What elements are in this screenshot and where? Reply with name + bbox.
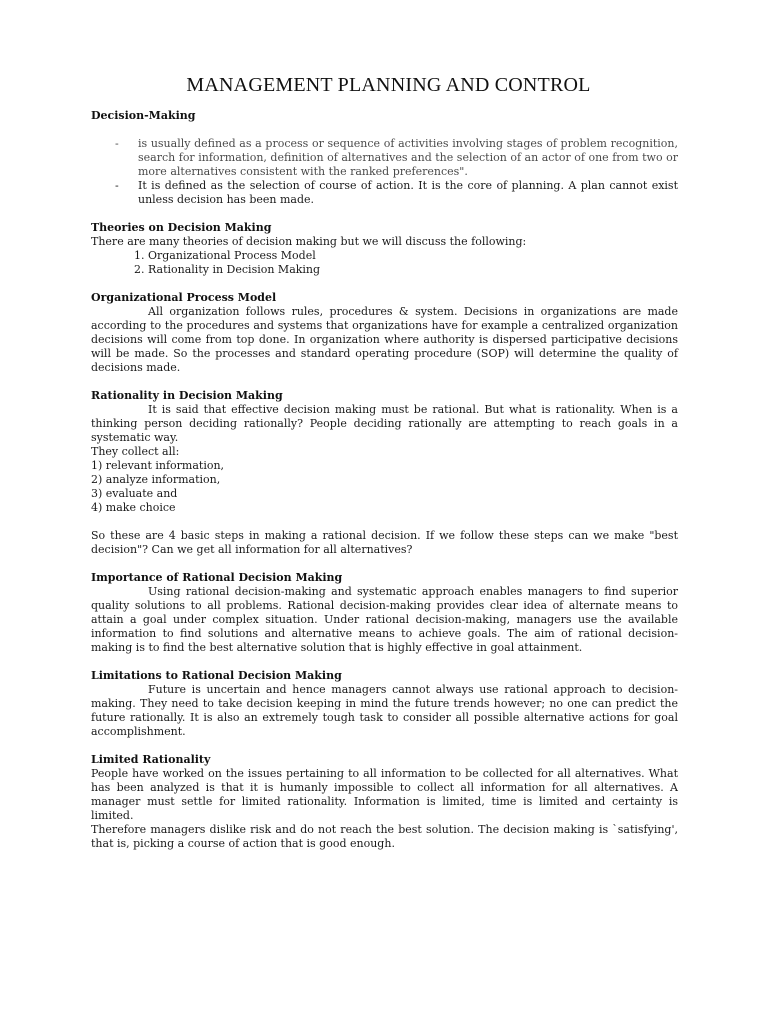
section-heading: Limited Rationality bbox=[91, 753, 211, 766]
paragraph: They collect all: bbox=[91, 445, 180, 458]
paragraph: So these are 4 basic steps in making a rational decision. If we follow these steps can we make "best decision"? Can we get all information for all alternatives? bbox=[91, 529, 678, 556]
list-item: 4) make choice bbox=[91, 501, 176, 514]
list-item: 2. Rationality in Decision Making bbox=[134, 263, 321, 276]
section-decision-making bbox=[91, 109, 678, 207]
list-item: 1. Organizational Process Model bbox=[134, 249, 316, 262]
section-heading: Decision-Making bbox=[91, 109, 196, 122]
bullet-text: It is defined as the selection of course of action. It is the core of planning. A plan cannot exist unless decision has been made. bbox=[138, 179, 678, 206]
paragraph: Future is uncertain and hence managers cannot always use rational approach to decision-making. They need to take decision keeping in mind the future trends however; no one can predict the future rationally. It is also an extremely tough task to consider all possible alternative actions for goal accomplishment. bbox=[91, 683, 678, 738]
bullet-text: is usually defined as a process or sequence of activities involving stages of problem recognition, search for information, definition of alternatives and the selection of an actor of one from two or more alternatives consistent with the ranked preferences". bbox=[138, 137, 678, 178]
paragraph: Therefore managers dislike risk and do not reach the best solution. The decision making is `satisfying', that is, picking a course of action that is good enough. bbox=[91, 823, 678, 850]
dash-marker: - bbox=[115, 179, 119, 192]
section-heading: Organizational Process Model bbox=[91, 291, 277, 304]
section-heading: Theories on Decision Making bbox=[91, 221, 272, 234]
section-heading: Limitations to Rational Decision Making bbox=[91, 669, 342, 682]
section-importance bbox=[91, 571, 678, 655]
paragraph: Using rational decision-making and systematic approach enables managers to find superior quality solutions to all problems. Rational decision-making provides clear idea of alternate means to attain a goal under complex situation. Under rational decision-making, managers use the available information to find solutions and alternative means to achieve goals. The aim of rational decision-making is to find the best alternative solution that is highly effective in goal attainment. bbox=[91, 585, 678, 654]
section-limitations bbox=[91, 669, 678, 739]
dash-marker: - bbox=[115, 137, 119, 150]
section-org-process bbox=[91, 291, 678, 375]
section-theories bbox=[91, 221, 678, 277]
page-title: MANAGEMENT PLANNING AND CONTROL bbox=[186, 74, 591, 96]
bullet-item bbox=[91, 137, 678, 179]
section-heading: Importance of Rational Decision Making bbox=[91, 571, 343, 584]
paragraph: All organization follows rules, procedures & system. Decisions in organizations are made according to the procedures and systems that organizations have for example a centralized organization decisions will come from top done. In organization where authority is dispersed participative decisions will be made. So the processes and standard operating procedure (SOP) will determine the quality of decisions made. bbox=[91, 305, 678, 374]
numbered-list bbox=[91, 249, 678, 277]
paragraph: It is said that effective decision making must be rational. But what is rationality. When is a thinking person deciding rationally? People deciding rationally are attempting to reach goals in a systematic way. bbox=[91, 403, 678, 444]
list-item: 1) relevant information, bbox=[91, 459, 225, 472]
section-limited-rationality bbox=[91, 753, 678, 851]
paragraph: People have worked on the issues pertaining to all information to be collected for all alternatives. What has been analyzed is that it is humanly impossible to collect all information for all alternatives. A manager must settle for limited rationality. Information is limited, time is limited and certainty is limited. bbox=[91, 767, 678, 822]
list-item: 2) analyze information, bbox=[91, 473, 221, 486]
paragraph: There are many theories of decision making but we will discuss the following: bbox=[91, 235, 527, 248]
bullet-item bbox=[91, 179, 678, 207]
section-rationality bbox=[91, 389, 678, 557]
document-content bbox=[91, 74, 678, 851]
list-item: 3) evaluate and bbox=[91, 487, 178, 500]
bullet-list bbox=[91, 137, 678, 207]
section-heading: Rationality in Decision Making bbox=[91, 389, 283, 402]
